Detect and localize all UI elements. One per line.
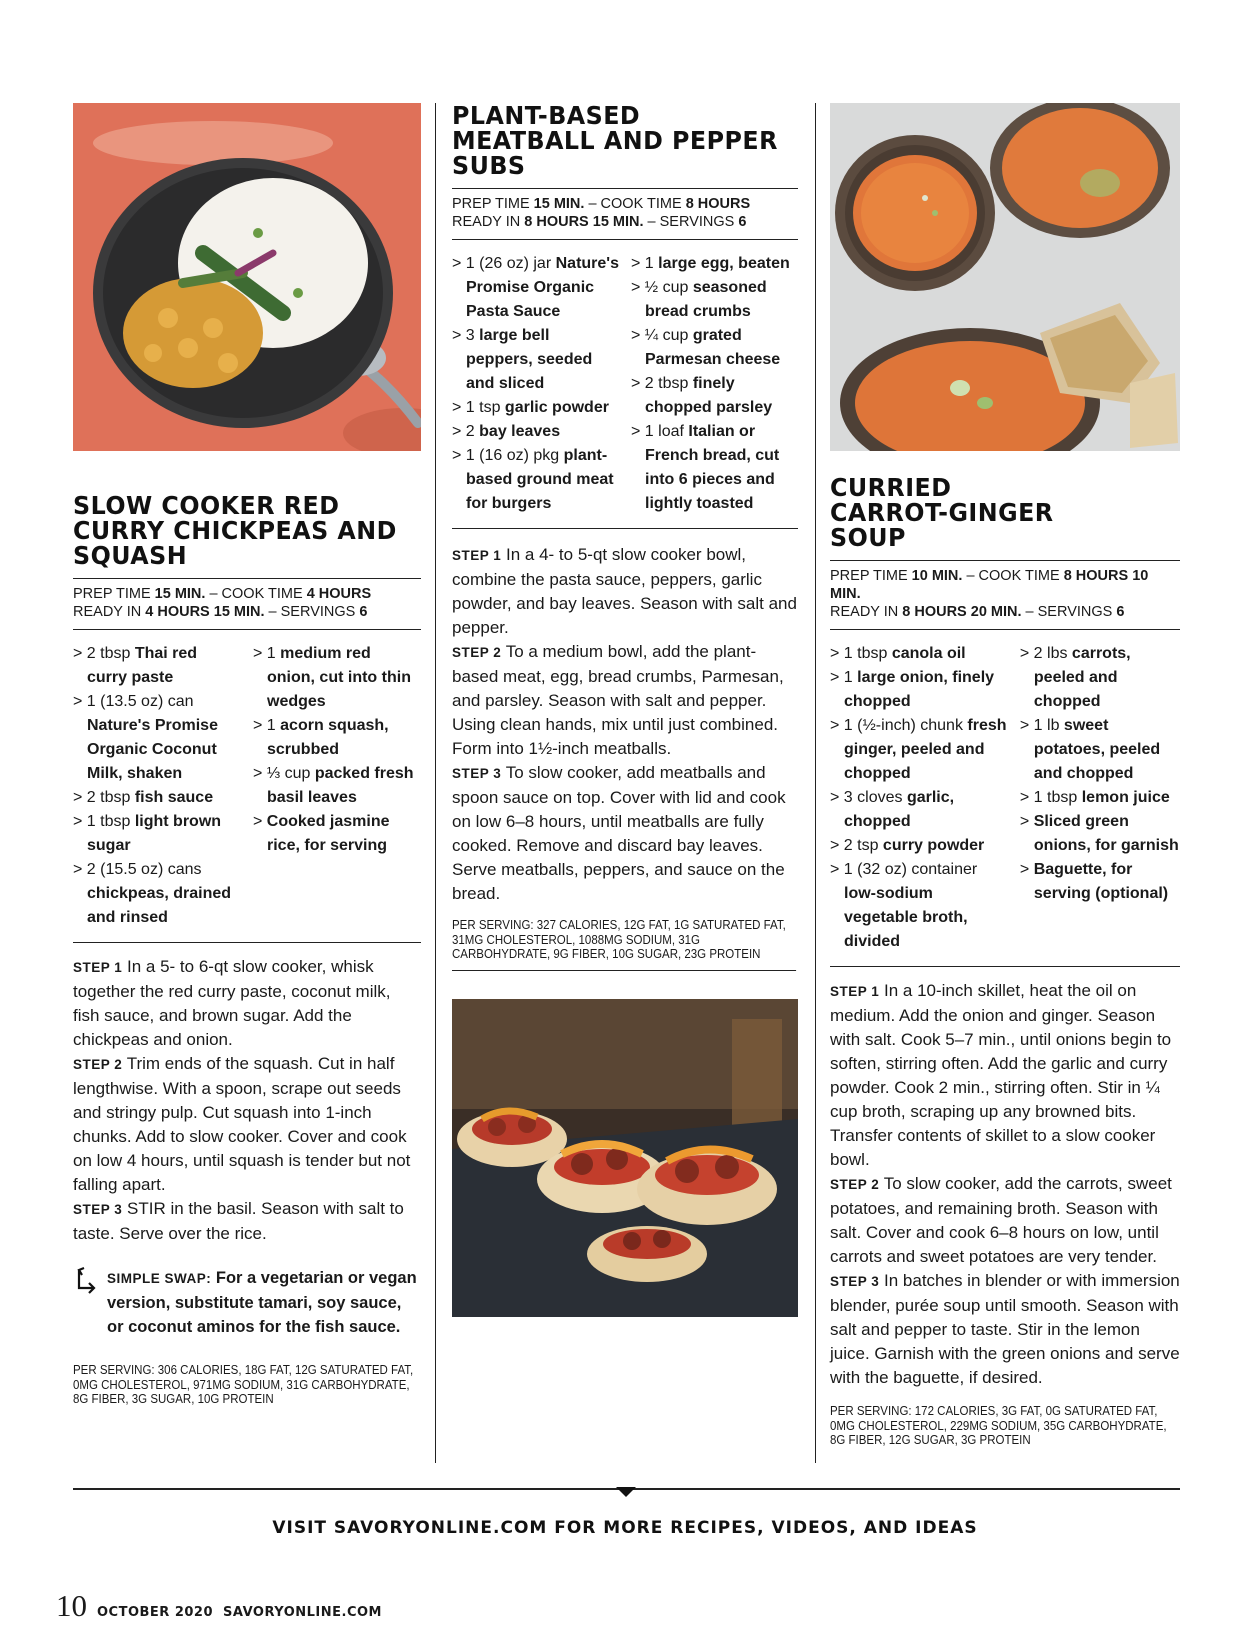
ingredient-item	[452, 252, 619, 324]
step-text: In batches in blender or with immersion blender, purée soup until smooth. Season with salt and pepper to taste. Stir in the lemon juice. Garnish with the green onions and serve with the baguette, if desired.	[830, 1271, 1180, 1387]
ingredient-quantity: > 2 tbsp	[631, 375, 693, 392]
ingredient-item	[73, 810, 241, 858]
step-text: Trim ends of the squash. Cut in half lengthwise. With a spoon, scrape out seeds and stringy pulp. Cut squash into 1-inch chunks. Add to slow cooker. Cover and cook on low 4 hours, until squash is tender but not falling apart.	[73, 1054, 411, 1194]
ingredient-quantity: > ½ cup	[631, 279, 693, 296]
step-text: To a medium bowl, add the plant-based meat, egg, bread crumbs, Parmesan, and parsley. Season with salt and pepper. Using clean hands, mix until just combined. Form into 1½-inch meatballs.	[452, 642, 784, 758]
recipe-steps	[452, 543, 798, 906]
recipe-step	[452, 543, 798, 640]
ingredient-item	[830, 786, 1008, 834]
ingredient-name: Italian or French bread, cut into 6 pieces and lightly toasted	[645, 423, 780, 512]
ingredient-item	[1020, 810, 1180, 858]
step-label: STEP 3	[452, 766, 502, 781]
ingredient-name: Sliced green onions, for garnish	[1033, 813, 1179, 854]
ingredient-item	[452, 396, 619, 420]
ingredient-name: large egg, beaten	[658, 255, 790, 272]
ingredient-quantity: > 2 tbsp	[73, 789, 135, 806]
ingredient-quantity: > 1 tsp	[452, 399, 505, 416]
site-name: SAVORYONLINE.COM	[223, 1605, 382, 1620]
ingredient-item	[73, 642, 241, 690]
step-label: STEP 2	[452, 645, 502, 660]
ingredient-name: Nature's Promise Organic Coconut Milk, shaken	[87, 717, 218, 782]
ingredient-item	[253, 642, 421, 714]
ingredient-item	[253, 714, 421, 762]
ingredient-item	[631, 276, 798, 324]
ingredient-quantity: > 2 tsp	[830, 837, 883, 854]
ingredient-item	[1020, 714, 1180, 786]
recipe-soup	[830, 103, 1180, 1454]
ingredient-quantity: > 1 (13.5 oz) can	[73, 693, 194, 710]
swap-label: SIMPLE SWAP:	[107, 1271, 212, 1286]
ingredient-name: finely chopped parsley	[645, 375, 773, 416]
recipe-subs	[452, 103, 798, 1317]
ingredient-quantity: > 1 (16 oz) pkg	[452, 447, 564, 464]
ingredient-name: plant-based ground meat for burgers	[466, 447, 614, 512]
ingredient-item	[830, 858, 1008, 954]
recipe-times: PREP TIME 15 MIN. – COOK TIME 8 HOURS READY IN 8 HOURS 15 MIN. – SERVINGS 6	[452, 188, 798, 240]
ingredient-quantity: > 1 tbsp	[830, 645, 892, 662]
ingredient-name: bay leaves	[479, 423, 561, 440]
ingredient-quantity: > 1	[830, 669, 858, 686]
recipe-step	[452, 761, 798, 906]
step-label: STEP 3	[73, 1202, 123, 1217]
ingredient-name: Baguette, for serving (optional)	[1033, 861, 1169, 902]
ingredient-quantity: > 2 (15.5 oz) cans	[73, 861, 202, 878]
ingredient-quantity: > 1	[631, 255, 659, 272]
ingredient-name: fresh ginger, peeled and chopped	[844, 717, 1007, 782]
step-text: To slow cooker, add meatballs and spoon sauce on top. Cover with lid and cook on low 6–8 hours, until meatballs are fully cooked. Remove and discard bay leaves. Serve meatballs, peppers, and sauce on the bread.	[452, 763, 786, 903]
ingredient-quantity: > ⅓ cup	[253, 765, 315, 782]
ingredient-name: lemon juice	[1081, 789, 1170, 806]
ingredient-item	[1020, 858, 1180, 906]
ingredient-quantity: > 2 tbsp	[73, 645, 135, 662]
ingredient-quantity: > 1 lb	[1019, 717, 1064, 734]
ingredient-item	[452, 420, 619, 444]
ingredient-item	[830, 642, 1008, 666]
ingredient-item	[830, 666, 1008, 714]
recipe-step	[73, 955, 421, 1052]
step-text: To slow cooker, add the carrots, sweet potatoes, and remaining broth. Season with salt. Cover and cook 6–8 hours on low, until carrots and sweet potatoes are very tender.	[830, 1174, 1172, 1266]
recipe-step	[452, 640, 798, 761]
ingredient-item	[452, 324, 619, 396]
ingredient-name: large onion, finely chopped	[844, 669, 995, 710]
step-label: STEP 1	[73, 960, 123, 975]
ingredient-quantity: > 1 (32 oz) container	[830, 861, 978, 878]
ingredient-quantity: > 1 loaf	[631, 423, 689, 440]
column-divider	[435, 103, 436, 1463]
ingredient-name: sweet potatoes, peeled and chopped	[1033, 717, 1161, 782]
ingredient-item	[1020, 786, 1180, 810]
ingredient-name: large bell peppers, seeded and sliced	[466, 327, 593, 392]
curry-photo	[73, 103, 421, 451]
recipe-step	[73, 1052, 421, 1197]
column-divider	[815, 103, 816, 1463]
ingredient-quantity: > 1 (26 oz) jar	[452, 255, 556, 272]
swap-text: For a vegetarian or vegan version, substitute tamari, soy sauce, or coconut aminos for the fish sauce.	[107, 1269, 417, 1336]
ingredient-quantity: > 1 (½-inch) chunk	[830, 717, 968, 734]
recipe-step	[830, 979, 1180, 1172]
recipe-step	[830, 1172, 1180, 1269]
ingredient-item	[631, 372, 798, 420]
chevron-down-icon	[616, 1487, 636, 1497]
ingredient-name: Thai red curry paste	[87, 645, 198, 686]
step-label: STEP 2	[73, 1057, 123, 1072]
recipe-step	[73, 1197, 421, 1246]
ingredient-quantity: >	[1019, 813, 1034, 830]
ingredient-list	[73, 630, 421, 943]
ingredient-item	[830, 834, 1008, 858]
step-text: STIR in the basil. Season with salt to taste. Serve over the rice.	[73, 1199, 404, 1243]
step-label: STEP 3	[830, 1274, 880, 1289]
ingredient-name: packed fresh basil leaves	[267, 765, 414, 806]
step-label: STEP 1	[830, 984, 880, 999]
swap-arrows-icon	[73, 1266, 99, 1306]
step-label: STEP 2	[830, 1177, 880, 1192]
ingredient-quantity: > 1 tbsp	[73, 813, 135, 830]
recipe-times: PREP TIME 10 MIN. – COOK TIME 8 HOURS 10 MIN. READY IN 8 HOURS 20 MIN. – SERVINGS 6	[830, 560, 1180, 630]
ingredient-name: curry powder	[882, 837, 985, 854]
soup-photo	[830, 103, 1180, 451]
footer-cta: VISIT SAVORYONLINE.COM FOR MORE RECIPES, VIDEOS, AND IDEAS	[272, 1518, 978, 1538]
ingredient-name: medium red onion, cut into thin wedges	[267, 645, 411, 710]
ingredient-name: garlic, chopped	[844, 789, 955, 830]
ingredient-item	[452, 444, 619, 516]
step-text: In a 10-inch skillet, heat the oil on medium. Add the onion and ginger. Season with salt. Cook 5–7 min., until onions begin to soften, stirring often. Add the garlic and curry powder. Cook 2 min., stirring often. Stir in ¼ cup broth, scraping up any browned bits. Transfer contents of skillet to a slow cooker bowl.	[830, 981, 1172, 1169]
nutrition-info: PER SERVING: 327 CALORIES, 12G FAT, 1G SATURATED FAT, 31MG CHOLESTEROL, 1088MG SODIUM, 31G CARBOHYDRATE, 9G FIBER, 10G SUGAR, 23G PROTEIN	[452, 918, 796, 971]
ingredient-name: carrots, peeled and chopped	[1033, 645, 1131, 710]
ingredient-quantity: > 1	[253, 717, 281, 734]
ingredient-name: light brown sugar	[87, 813, 222, 854]
step-text: In a 5- to 6-qt slow cooker, whisk together the red curry paste, coconut milk, fish sauce, and brown sugar. Add the chickpeas and onion.	[73, 957, 391, 1049]
nutrition-info: PER SERVING: 306 CALORIES, 18G FAT, 12G SATURATED FAT, 0MG CHOLESTEROL, 971MG SODIUM, 31G CARBOHYDRATE, 8G FIBER, 3G SUGAR, 10G PROTEIN	[73, 1363, 414, 1406]
ingredient-item	[253, 762, 421, 810]
ingredient-quantity: > 3 cloves	[830, 789, 907, 806]
recipe-step	[830, 1269, 1180, 1390]
issue-date: OCTOBER 2020	[97, 1605, 214, 1620]
ingredient-quantity: > 1	[253, 645, 281, 662]
recipe-title: CURRIED CARROT-GINGER SOUP	[830, 473, 1054, 552]
ingredient-quantity: >	[253, 813, 267, 830]
ingredient-name: fish sauce	[134, 789, 214, 806]
ingredient-name: acorn squash, scrubbed	[267, 717, 389, 758]
ingredient-list	[830, 630, 1180, 967]
ingredient-quantity: > 3	[452, 327, 480, 344]
ingredient-name: canola oil	[891, 645, 966, 662]
ingredient-item	[631, 252, 798, 276]
ingredient-name: seasoned bread crumbs	[645, 279, 767, 320]
recipe-times: PREP TIME 15 MIN. – COOK TIME 4 HOURS READY IN 4 HOURS 15 MIN. – SERVINGS 6	[73, 578, 421, 630]
ingredient-item	[631, 324, 798, 372]
ingredient-name: chickpeas, drained and rinsed	[87, 885, 232, 926]
page-folio	[56, 1588, 382, 1624]
ingredient-item	[830, 714, 1008, 786]
ingredient-name: Nature's Promise Organic Pasta Sauce	[466, 255, 619, 320]
ingredient-quantity: > 1 tbsp	[1019, 789, 1082, 806]
recipe-steps	[73, 955, 421, 1246]
ingredient-name: garlic powder	[504, 399, 609, 416]
subs-photo	[452, 999, 798, 1317]
ingredient-item	[631, 420, 798, 516]
ingredient-name: low-sodium vegetable broth, divided	[844, 885, 968, 950]
ingredient-list	[452, 240, 798, 529]
ingredient-item	[253, 810, 421, 858]
ingredient-name: Cooked jasmine rice, for serving	[266, 813, 390, 854]
nutrition-info: PER SERVING: 172 CALORIES, 3G FAT, 0G SATURATED FAT, 0MG CHOLESTEROL, 229MG SODIUM, 35G CARBOHYDRATE, 8G FIBER, 12G SUGAR, 3G PROTEIN	[830, 1404, 1167, 1447]
ingredient-item	[73, 690, 241, 786]
ingredient-item	[73, 858, 241, 930]
simple-swap-tip	[73, 1266, 421, 1339]
step-label: STEP 1	[452, 548, 502, 563]
recipe-title: PLANT-BASED MEATBALL AND PEPPER SUBS	[452, 101, 778, 180]
page-number: 10	[56, 1588, 87, 1623]
ingredient-item	[1020, 642, 1180, 714]
recipe-steps	[830, 979, 1180, 1390]
recipe-title: SLOW COOKER RED CURRY CHICKPEAS AND SQUASH	[73, 491, 397, 570]
recipe-curry	[73, 103, 421, 1407]
ingredient-quantity: > 2	[452, 423, 480, 440]
ingredient-quantity: >	[1019, 861, 1034, 878]
ingredient-quantity: > 2 lbs	[1019, 645, 1072, 662]
ingredient-item	[73, 786, 241, 810]
ingredient-name: grated Parmesan cheese	[645, 327, 781, 368]
ingredient-quantity: > ¼ cup	[631, 327, 693, 344]
step-text: In a 4- to 5-qt slow cooker bowl, combine the pasta sauce, peppers, garlic powder, and bay leaves. Season with salt and pepper.	[452, 545, 797, 637]
